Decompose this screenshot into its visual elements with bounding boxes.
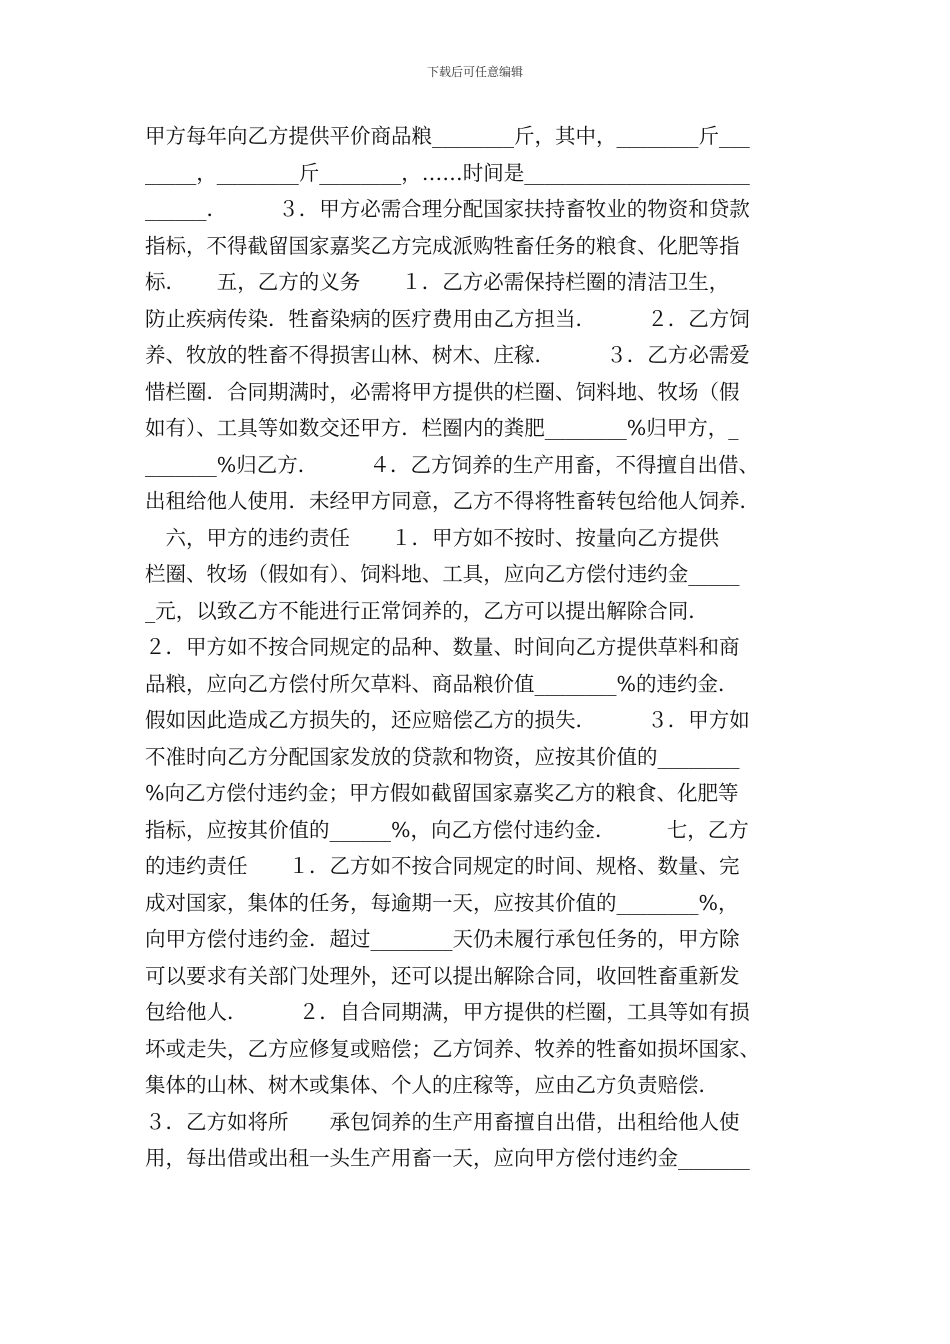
text-line: 标． 五，乙方的义务 １．乙方必需保持栏圈的清洁卫生，	[145, 270, 730, 294]
text-line: 假如因此造成乙方损失的，还应赔偿乙方的损失． ３．甲方如	[145, 708, 750, 732]
text-line: 不准时向乙方分配国家发放的贷款和物资，应按其价值的________	[145, 744, 740, 769]
text-line: 用，每出借或出租一头生产用畜一天，应向甲方偿付违约金_______	[145, 1146, 750, 1170]
text-line: 栏圈、牧场（假如有）、饲料地、工具，应向乙方偿付违约金_____	[145, 562, 740, 586]
text-line: ______． ３．甲方必需合理分配国家扶持畜牧业的物资和贷款	[145, 197, 750, 221]
text-line: 养、牧放的牲畜不得损害山林、树木、庄稼． ３．乙方必需爱	[145, 343, 750, 367]
text-line: 可以要求有关部门处理外，还可以提出解除合同，收回牲畜重新发	[145, 963, 740, 988]
text-line: _____，________斤________，……时间是______________________	[145, 160, 750, 185]
text-line: 出租给他人使用．未经甲方同意，乙方不得将牲畜转包给他人饲养．	[145, 489, 760, 513]
text-line: 成对国家，集体的任务，每逾期一天，应按其价值的________%，	[145, 890, 739, 915]
text-line: 向甲方偿付违约金．超过________天仍未履行承包任务的，甲方除	[145, 927, 740, 951]
text-line: 品粮，应向乙方偿付所欠草料、商品粮价值________%的违约金．	[145, 671, 739, 696]
text-line: 甲方每年向乙方提供平价商品粮________斤，其中，________斤___	[145, 124, 750, 148]
text-line: 防止疾病传染．牲畜染病的医疗费用由乙方担当． ２．乙方饲	[145, 306, 750, 331]
text-line: 的违约责任 １．乙方如不按合同规定的时间、规格、数量、完	[145, 854, 740, 878]
text-line: _______%归乙方． ４．乙方饲养的生产用畜，不得擅自出借、	[145, 452, 759, 477]
text-line: 包给他人． ２．自合同期满，甲方提供的栏圈，工具等如有损	[145, 1000, 750, 1024]
text-line: _元，以致乙方不能进行正常饲养的，乙方可以提出解除合同．	[145, 598, 709, 623]
text-line: ２．甲方如不按合同规定的品种、数量、时间向乙方提供草料和商	[145, 635, 740, 659]
text-line: ３．乙方如将所 承包饲养的生产用畜擅自出借，出租给他人使	[145, 1109, 740, 1134]
page-header: 下载后可任意编辑	[426, 65, 523, 79]
text-line: 惜栏圈．合同期满时，必需将甲方提供的栏圈、饲料地、牧场（假	[145, 379, 740, 404]
text-line: 指标，应按其价值的______%，向乙方偿付违约金． 七，乙方	[145, 817, 749, 842]
text-line: 指标，不得截留国家嘉奖乙方完成派购牲畜任务的粮食、化肥等指	[145, 233, 740, 258]
text-line: 六，甲方的违约责任 １．甲方如不按时、按量向乙方提供	[145, 525, 719, 550]
text-line: 如有）、工具等如数交还甲方．栏圈内的粪肥________%归甲方，_	[145, 416, 739, 440]
text-line: %向乙方偿付违约金；甲方假如截留国家嘉奖乙方的粮食、化肥等	[145, 781, 739, 805]
text-line: 坏或走失，乙方应修复或赔偿；乙方饲养、牧养的牲畜如损坏国家、	[145, 1036, 760, 1061]
text-line: 集体的山林、树木或集体、个人的庄稼等，应由乙方负责赔偿．	[145, 1073, 719, 1097]
document-body	[145, 118, 810, 1177]
